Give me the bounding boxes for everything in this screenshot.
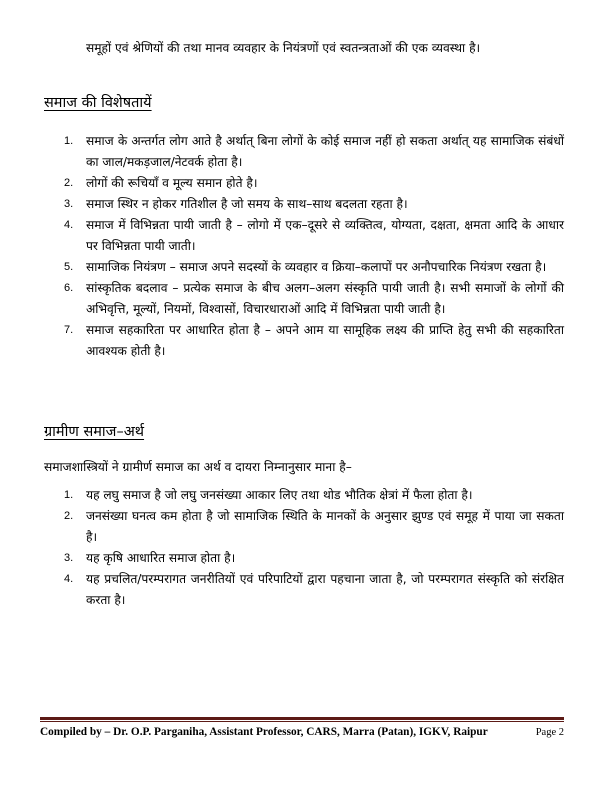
item-number: 1. [64,135,74,147]
item-number: 3. [64,198,74,210]
list-item [64,548,564,569]
characteristics-list [64,131,564,362]
footer-credit: Compiled by – Dr. O.P. Parganiha, Assistant Professor, CARS, Marra (Patan), IGKV, Raipur [40,726,488,738]
list-item [64,194,564,215]
item-number: 2. [64,177,74,189]
list-item [64,506,564,548]
item-text: सांस्कृतिक बदलाव – प्रत्येक समाज के बीच अलग–अलग संस्कृति पायी जाती है। सभी समाजों के लोगों की अभिवृत्ति, मूल्यों, नियमों, विश्वासों, विचारधाराओं आदि में विभिन्नता पायी जाती है। [86,281,564,316]
section-heading-rural-society: ग्रामीण समाज–अर्थ [44,424,145,440]
item-number: 2. [64,510,74,522]
section-heading-characteristics: समाज की विशेषतायें [44,95,152,111]
item-text: सामाजिक नियंत्रण – समाज अपने सदस्यों के व्यवहार व क्रिया–कलापों पर अनौपचारिक नियंत्रण रखता है। [86,260,547,274]
item-text: जनसंख्या घनत्व कम होता है जो सामाजिक स्थिति के मानकों के अनुसार झुण्ड एवं समूह में पाया जा सकता है। [86,509,564,544]
list-item [64,569,564,611]
item-text: लोगों की रूचियॉं व मूल्य समान होते है। [86,176,258,190]
list-item [64,257,564,278]
list-item [64,278,564,320]
item-number: 3. [64,552,74,564]
item-text: समाज में विभिन्नता पायी जाती है – लोगो में एक–दूसरे से व्यक्तित्व, योग्यता, दक्षता, क्षमता आदि के आधार पर विभिन्नता पायी जाती। [86,218,564,253]
footer-divider-thin [40,721,564,722]
item-text: यह कृषि आधारित समाज होता है। [86,551,236,565]
continuation-paragraph: समूहों एवं श्रेणियों की तथा मानव व्यवहार के नियंत्रणों एवं स्वतन्त्रताओं की एक व्यवस्था है। [86,41,481,55]
item-number: 6. [64,282,74,294]
item-text: समाज स्थिर न होकर गतिशील है जो समय के साथ–साथ बदलता रहता है। [86,197,408,211]
page-number: Page 2 [535,727,564,738]
page-footer [40,726,564,738]
list-item [64,215,564,257]
list-item [64,320,564,362]
list-item [64,485,564,506]
item-number: 4. [64,573,74,585]
footer-divider-thick [40,717,564,720]
item-number: 5. [64,261,74,273]
item-number: 7. [64,324,74,336]
item-number: 4. [64,219,74,231]
item-number: 1. [64,489,74,501]
item-text: यह लघु समाज है जो लघु जनसंख्या आकार लिए तथा थोड भौतिक क्षेत्रां में फैला होता है। [86,488,473,502]
list-item [64,173,564,194]
item-text: समाज सहकारिता पर आधारित होता है – अपने आम या सामूहिक लक्ष्य की प्राप्ति हेतु सभी की सहकारिता आवश्यक होती है। [86,323,564,358]
rural-society-list [64,485,564,611]
list-item [64,131,564,173]
item-text: समाज के अन्तर्गत लोग आते है अर्थात् बिना लोगों के कोई समाज नहीं हो सकता अर्थात् यह सामाजिक संबंधों का जाल/मकड़जाल/नेटवर्क होता है। [86,134,564,169]
rural-intro-paragraph: समाजशास्त्रियों ने ग्रामीर्ण समाज का अर्थ व दायरा निम्नानुसार माना है– [44,460,352,474]
item-text: यह प्रचलित/परम्परागत जनरीतियों एवं परिपाटियों द्वारा पहचाना जाता है, जो परम्परागत संस्कृति को संरक्षित करता है। [86,572,564,607]
